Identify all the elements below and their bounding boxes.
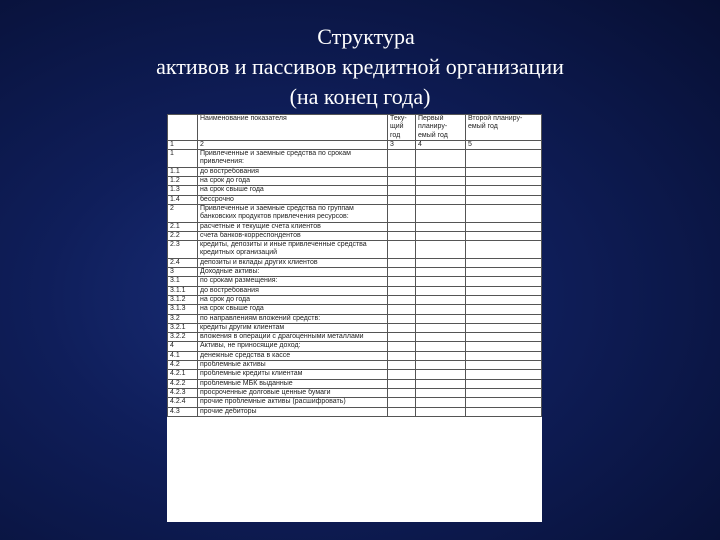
row-number-cell: 3.1.3	[168, 305, 198, 314]
row-current-year-cell	[388, 361, 416, 370]
row-number-cell: 2.3	[168, 241, 198, 259]
row-second-planned-year-cell	[466, 222, 542, 231]
table-row	[168, 286, 542, 295]
table-row	[168, 398, 542, 407]
row-name-cell: прочие проблемные активы (расшифровать)	[198, 398, 388, 407]
table-row	[168, 314, 542, 323]
row-name-cell: денежные средства в кассе	[198, 351, 388, 360]
row-current-year-cell	[388, 342, 416, 351]
row-second-planned-year-cell	[466, 204, 542, 222]
header-cell-num	[168, 115, 198, 141]
row-number-cell: 1.1	[168, 167, 198, 176]
row-current-year-cell	[388, 370, 416, 379]
row-current-year-cell	[388, 268, 416, 277]
row-first-planned-year-cell	[416, 222, 466, 231]
row-first-planned-year-cell	[416, 167, 466, 176]
index-cell: 4	[416, 140, 466, 149]
table-row	[168, 268, 542, 277]
row-name-cell: по срокам размещения:	[198, 277, 388, 286]
row-first-planned-year-cell	[416, 286, 466, 295]
index-cell: 5	[466, 140, 542, 149]
row-name-cell: бессрочно	[198, 195, 388, 204]
row-second-planned-year-cell	[466, 268, 542, 277]
row-name-cell: Привлеченные и заемные средства по срокам привлечения:	[198, 150, 388, 168]
row-current-year-cell	[388, 407, 416, 416]
row-name-cell: по направлениям вложений средств:	[198, 314, 388, 323]
row-second-planned-year-cell	[466, 370, 542, 379]
row-current-year-cell	[388, 277, 416, 286]
row-first-planned-year-cell	[416, 150, 466, 168]
row-name-cell: Активы, не приносящие доход:	[198, 342, 388, 351]
row-second-planned-year-cell	[466, 186, 542, 195]
title-line: активов и пассивов кредитной организации	[156, 54, 564, 79]
table-header-row	[168, 115, 542, 141]
row-second-planned-year-cell	[466, 195, 542, 204]
row-number-cell: 3.2	[168, 314, 198, 323]
row-number-cell: 1.4	[168, 195, 198, 204]
table-row	[168, 407, 542, 416]
row-current-year-cell	[388, 258, 416, 267]
table-row	[168, 351, 542, 360]
table-row	[168, 258, 542, 267]
row-current-year-cell	[388, 186, 416, 195]
row-current-year-cell	[388, 222, 416, 231]
row-name-cell: кредиты другим клиентам	[198, 323, 388, 332]
table-row	[168, 361, 542, 370]
row-second-planned-year-cell	[466, 241, 542, 259]
row-first-planned-year-cell	[416, 388, 466, 397]
row-second-planned-year-cell	[466, 361, 542, 370]
row-name-cell: расчетные и текущие счета клиентов	[198, 222, 388, 231]
row-current-year-cell	[388, 314, 416, 323]
row-number-cell: 2.1	[168, 222, 198, 231]
row-number-cell: 2	[168, 204, 198, 222]
row-name-cell: просроченные долговые ценные бумаги	[198, 388, 388, 397]
row-number-cell: 4.1	[168, 351, 198, 360]
table-row	[168, 231, 542, 240]
row-second-planned-year-cell	[466, 177, 542, 186]
row-number-cell: 3	[168, 268, 198, 277]
header-cell-first-planned-year: Первый планиру-емый год	[416, 115, 466, 141]
row-current-year-cell	[388, 388, 416, 397]
row-second-planned-year-cell	[466, 150, 542, 168]
table-row	[168, 167, 542, 176]
row-name-cell: проблемные МБК выданные	[198, 379, 388, 388]
row-first-planned-year-cell	[416, 398, 466, 407]
table-row	[168, 388, 542, 397]
row-current-year-cell	[388, 241, 416, 259]
row-second-planned-year-cell	[466, 379, 542, 388]
row-name-cell: счета банков-корреспондентов	[198, 231, 388, 240]
table-row	[168, 195, 542, 204]
row-current-year-cell	[388, 323, 416, 332]
row-second-planned-year-cell	[466, 333, 542, 342]
row-current-year-cell	[388, 398, 416, 407]
structure-table	[167, 114, 542, 417]
row-number-cell: 4.2	[168, 361, 198, 370]
row-current-year-cell	[388, 231, 416, 240]
row-first-planned-year-cell	[416, 204, 466, 222]
row-first-planned-year-cell	[416, 177, 466, 186]
row-current-year-cell	[388, 204, 416, 222]
row-name-cell: на срок свыше года	[198, 305, 388, 314]
row-first-planned-year-cell	[416, 314, 466, 323]
table-row	[168, 204, 542, 222]
table-sheet	[167, 114, 542, 522]
table-row	[168, 305, 542, 314]
row-name-cell: вложения в операции с драгоценными металлами	[198, 333, 388, 342]
row-second-planned-year-cell	[466, 231, 542, 240]
row-number-cell: 1.3	[168, 186, 198, 195]
table-row	[168, 333, 542, 342]
row-name-cell: проблемные кредиты клиентам	[198, 370, 388, 379]
row-number-cell: 4.3	[168, 407, 198, 416]
row-second-planned-year-cell	[466, 314, 542, 323]
row-first-planned-year-cell	[416, 186, 466, 195]
row-number-cell: 4.2.2	[168, 379, 198, 388]
row-second-planned-year-cell	[466, 323, 542, 332]
index-cell: 2	[198, 140, 388, 149]
row-current-year-cell	[388, 295, 416, 304]
row-second-planned-year-cell	[466, 342, 542, 351]
row-second-planned-year-cell	[466, 398, 542, 407]
table-row	[168, 177, 542, 186]
column-index-row	[168, 140, 542, 149]
row-current-year-cell	[388, 286, 416, 295]
row-current-year-cell	[388, 305, 416, 314]
row-current-year-cell	[388, 177, 416, 186]
row-first-planned-year-cell	[416, 361, 466, 370]
row-second-planned-year-cell	[466, 286, 542, 295]
row-number-cell: 3.2.2	[168, 333, 198, 342]
row-name-cell: до востребования	[198, 286, 388, 295]
row-current-year-cell	[388, 379, 416, 388]
row-first-planned-year-cell	[416, 342, 466, 351]
row-first-planned-year-cell	[416, 351, 466, 360]
row-second-planned-year-cell	[466, 258, 542, 267]
row-name-cell: депозиты и вклады других клиентов	[198, 258, 388, 267]
row-first-planned-year-cell	[416, 370, 466, 379]
row-name-cell: кредиты, депозиты и иные привлеченные средства кредитных организаций	[198, 241, 388, 259]
table-row	[168, 379, 542, 388]
table-body	[168, 115, 542, 417]
row-number-cell: 3.1.1	[168, 286, 198, 295]
row-number-cell: 4.2.3	[168, 388, 198, 397]
row-first-planned-year-cell	[416, 231, 466, 240]
index-cell: 1	[168, 140, 198, 149]
row-name-cell: на срок свыше года	[198, 186, 388, 195]
row-first-planned-year-cell	[416, 295, 466, 304]
slide-title	[0, 22, 720, 112]
row-name-cell: прочие дебиторы	[198, 407, 388, 416]
row-number-cell: 3.1	[168, 277, 198, 286]
row-second-planned-year-cell	[466, 351, 542, 360]
row-name-cell: Доходные активы:	[198, 268, 388, 277]
row-first-planned-year-cell	[416, 268, 466, 277]
row-first-planned-year-cell	[416, 277, 466, 286]
table-row	[168, 342, 542, 351]
row-name-cell: на срок до года	[198, 295, 388, 304]
row-first-planned-year-cell	[416, 195, 466, 204]
header-cell-current-year: Теку-щий год	[388, 115, 416, 141]
row-first-planned-year-cell	[416, 241, 466, 259]
row-name-cell: проблемные активы	[198, 361, 388, 370]
table-row	[168, 323, 542, 332]
row-number-cell: 3.1.2	[168, 295, 198, 304]
row-first-planned-year-cell	[416, 379, 466, 388]
table-row	[168, 150, 542, 168]
header-cell-second-planned-year: Второй планиру-емый год	[466, 115, 542, 141]
header-cell-name: Наименование показателя	[198, 115, 388, 141]
table-row	[168, 186, 542, 195]
row-current-year-cell	[388, 150, 416, 168]
row-number-cell: 4.2.4	[168, 398, 198, 407]
row-number-cell: 2.2	[168, 231, 198, 240]
table-row	[168, 222, 542, 231]
row-first-planned-year-cell	[416, 305, 466, 314]
row-name-cell: Привлеченные и заемные средства по группам банковских продуктов привлечения ресурсов:	[198, 204, 388, 222]
title-line: Структура	[317, 24, 415, 49]
row-number-cell: 4.2.1	[168, 370, 198, 379]
table-row	[168, 277, 542, 286]
row-number-cell: 1	[168, 150, 198, 168]
row-second-planned-year-cell	[466, 167, 542, 176]
row-first-planned-year-cell	[416, 333, 466, 342]
row-first-planned-year-cell	[416, 323, 466, 332]
table-row	[168, 241, 542, 259]
row-number-cell: 1.2	[168, 177, 198, 186]
row-second-planned-year-cell	[466, 407, 542, 416]
row-current-year-cell	[388, 167, 416, 176]
row-number-cell: 3.2.1	[168, 323, 198, 332]
row-current-year-cell	[388, 333, 416, 342]
row-current-year-cell	[388, 195, 416, 204]
row-second-planned-year-cell	[466, 305, 542, 314]
row-number-cell: 4	[168, 342, 198, 351]
row-name-cell: на срок до года	[198, 177, 388, 186]
row-second-planned-year-cell	[466, 277, 542, 286]
row-number-cell: 2.4	[168, 258, 198, 267]
row-current-year-cell	[388, 351, 416, 360]
table-row	[168, 295, 542, 304]
table-row	[168, 370, 542, 379]
index-cell: 3	[388, 140, 416, 149]
row-first-planned-year-cell	[416, 407, 466, 416]
row-name-cell: до востребования	[198, 167, 388, 176]
row-second-planned-year-cell	[466, 295, 542, 304]
title-line: (на конец года)	[289, 84, 431, 109]
row-first-planned-year-cell	[416, 258, 466, 267]
row-second-planned-year-cell	[466, 388, 542, 397]
